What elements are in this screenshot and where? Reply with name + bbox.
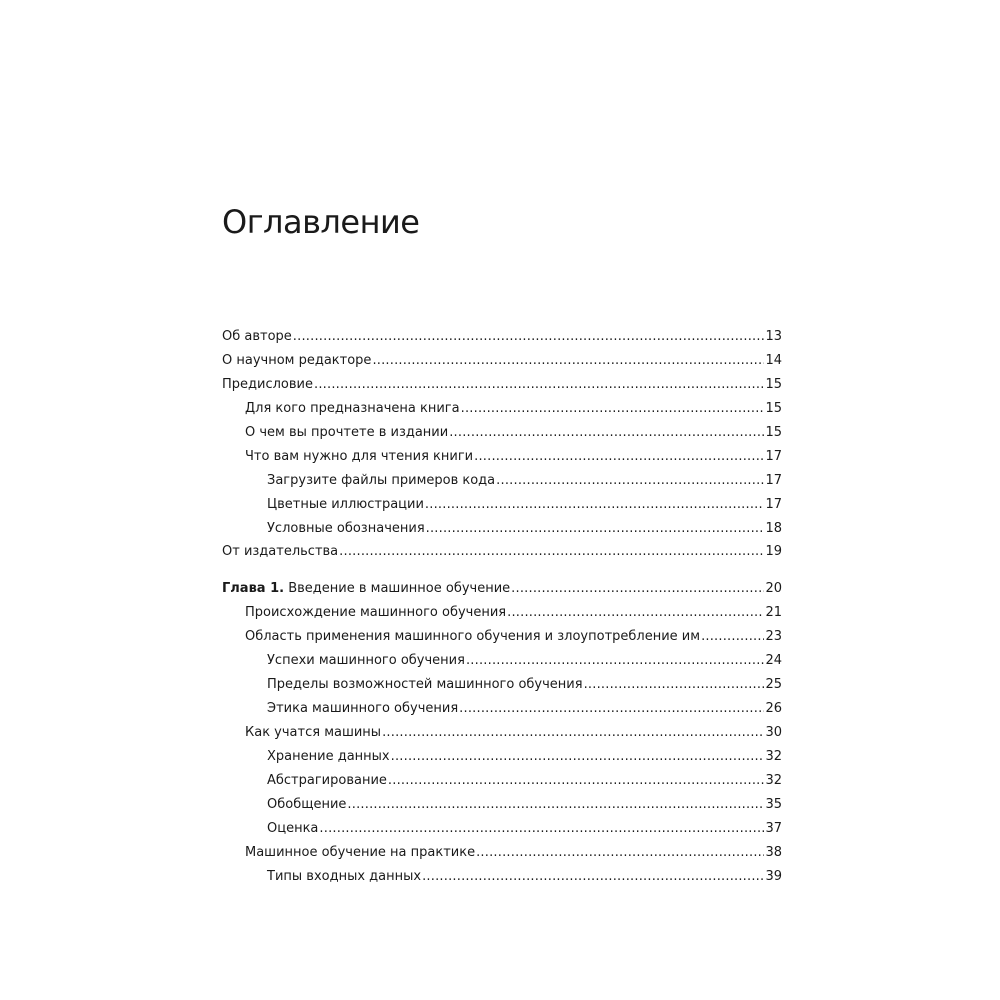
- dot-leader: [388, 771, 765, 791]
- toc-entry-page: 39: [765, 869, 782, 884]
- toc-entry-page: 23: [765, 629, 782, 644]
- toc-entry-page: 37: [765, 821, 782, 836]
- toc-entry: [222, 867, 782, 887]
- dot-leader: [459, 699, 764, 719]
- toc-entry: [222, 542, 782, 562]
- toc-chapter-entry: [222, 579, 782, 599]
- toc-entry-page: 19: [765, 544, 782, 559]
- toc-entry-title: От издательства: [222, 542, 339, 562]
- toc-entry-title: Пределы возможностей машинного обучения: [267, 675, 584, 695]
- toc-entry: [222, 327, 782, 347]
- toc-entry-title: Условные обозначения: [267, 519, 426, 539]
- dot-leader: [584, 675, 765, 695]
- toc-entry: [222, 675, 782, 695]
- dot-leader: [314, 375, 764, 395]
- toc-entry-title: О чем вы прочтете в издании: [245, 423, 449, 443]
- dot-leader: [347, 795, 764, 815]
- dot-leader: [496, 471, 764, 491]
- toc-entry: [222, 795, 782, 815]
- toc-entry-page: 25: [765, 677, 782, 692]
- toc-entry: [222, 471, 782, 491]
- toc-entry-title: Машинное обучение на практике: [245, 843, 476, 863]
- dot-leader: [507, 603, 764, 623]
- toc-entry-page: 20: [765, 581, 782, 596]
- toc-entry-title: Оценка: [267, 819, 319, 839]
- toc-entry: [222, 747, 782, 767]
- toc-entry-title: Об авторе: [222, 327, 293, 347]
- toc-entry-page: 26: [765, 701, 782, 716]
- toc-entry: [222, 651, 782, 671]
- toc-entry-title: Успехи машинного обучения: [267, 651, 466, 671]
- toc-entry: [222, 495, 782, 515]
- toc-entry-page: 15: [765, 401, 782, 416]
- toc-entry: [222, 519, 782, 539]
- toc-entry-page: 38: [765, 845, 782, 860]
- toc-entry-page: 32: [765, 749, 782, 764]
- toc-entry-page: 17: [765, 497, 782, 512]
- dot-leader: [391, 747, 765, 767]
- dot-leader: [426, 519, 765, 539]
- toc-entry-page: 14: [765, 353, 782, 368]
- toc-entry: [222, 423, 782, 443]
- toc-entry-page: 15: [765, 425, 782, 440]
- toc-entry-title: Предисловие: [222, 375, 314, 395]
- dot-leader: [422, 867, 764, 887]
- toc-entry-page: 17: [765, 473, 782, 488]
- toc-entry: [222, 699, 782, 719]
- toc-entry: [222, 447, 782, 467]
- dot-leader: [372, 351, 764, 371]
- toc-entry-page: 18: [765, 521, 782, 536]
- dot-leader: [476, 843, 764, 863]
- toc-entry-title: Глава 1. Введение в машинное обучение: [222, 579, 511, 599]
- toc-entry-page: 32: [765, 773, 782, 788]
- toc-entry-title: Обобщение: [267, 795, 347, 815]
- toc-entry: [222, 819, 782, 839]
- toc-entry-page: 13: [765, 329, 782, 344]
- toc-entry-title: Загрузите файлы примеров кода: [267, 471, 496, 491]
- toc-entry-title: Типы входных данных: [267, 867, 422, 887]
- dot-leader: [319, 819, 764, 839]
- dot-leader: [466, 651, 765, 671]
- toc-entry: [222, 351, 782, 371]
- toc-entry-title: Область применения машинного обучения и злоупотребление им: [245, 627, 701, 647]
- toc-entry: [222, 771, 782, 791]
- dot-leader: [449, 423, 764, 443]
- toc-entry-page: 21: [765, 605, 782, 620]
- toc-entry: [222, 843, 782, 863]
- toc-entry-page: 35: [765, 797, 782, 812]
- toc-entry-title: Происхождение машинного обучения: [245, 603, 507, 623]
- toc-entry-title: Как учатся машины: [245, 723, 382, 743]
- dot-leader: [339, 542, 764, 562]
- toc-entry-title: Цветные иллюстрации: [267, 495, 425, 515]
- toc-entry: [222, 627, 782, 647]
- toc-entry: [222, 375, 782, 395]
- dot-leader: [425, 495, 765, 515]
- dot-leader: [701, 627, 764, 647]
- dot-leader: [461, 399, 765, 419]
- toc-entry-title: Для кого предназначена книга: [245, 399, 461, 419]
- dot-leader: [511, 579, 764, 599]
- toc-entry: [222, 399, 782, 419]
- dot-leader: [382, 723, 764, 743]
- toc-entry-page: 15: [765, 377, 782, 392]
- toc-entry: [222, 723, 782, 743]
- toc-entry-page: 17: [765, 449, 782, 464]
- toc-entry-title: О научном редакторе: [222, 351, 372, 371]
- page-title: Оглавление: [222, 203, 420, 241]
- toc-entry-title: Что вам нужно для чтения книги: [245, 447, 474, 467]
- dot-leader: [474, 447, 764, 467]
- chapter-number: Глава 1.: [222, 581, 285, 596]
- toc-entry-page: 24: [765, 653, 782, 668]
- toc-entry-title: Абстрагирование: [267, 771, 388, 791]
- toc-entry-title: Хранение данных: [267, 747, 391, 767]
- dot-leader: [293, 327, 765, 347]
- toc-entry-page: 30: [765, 725, 782, 740]
- toc-entry-title: Этика машинного обучения: [267, 699, 459, 719]
- toc-entry: [222, 603, 782, 623]
